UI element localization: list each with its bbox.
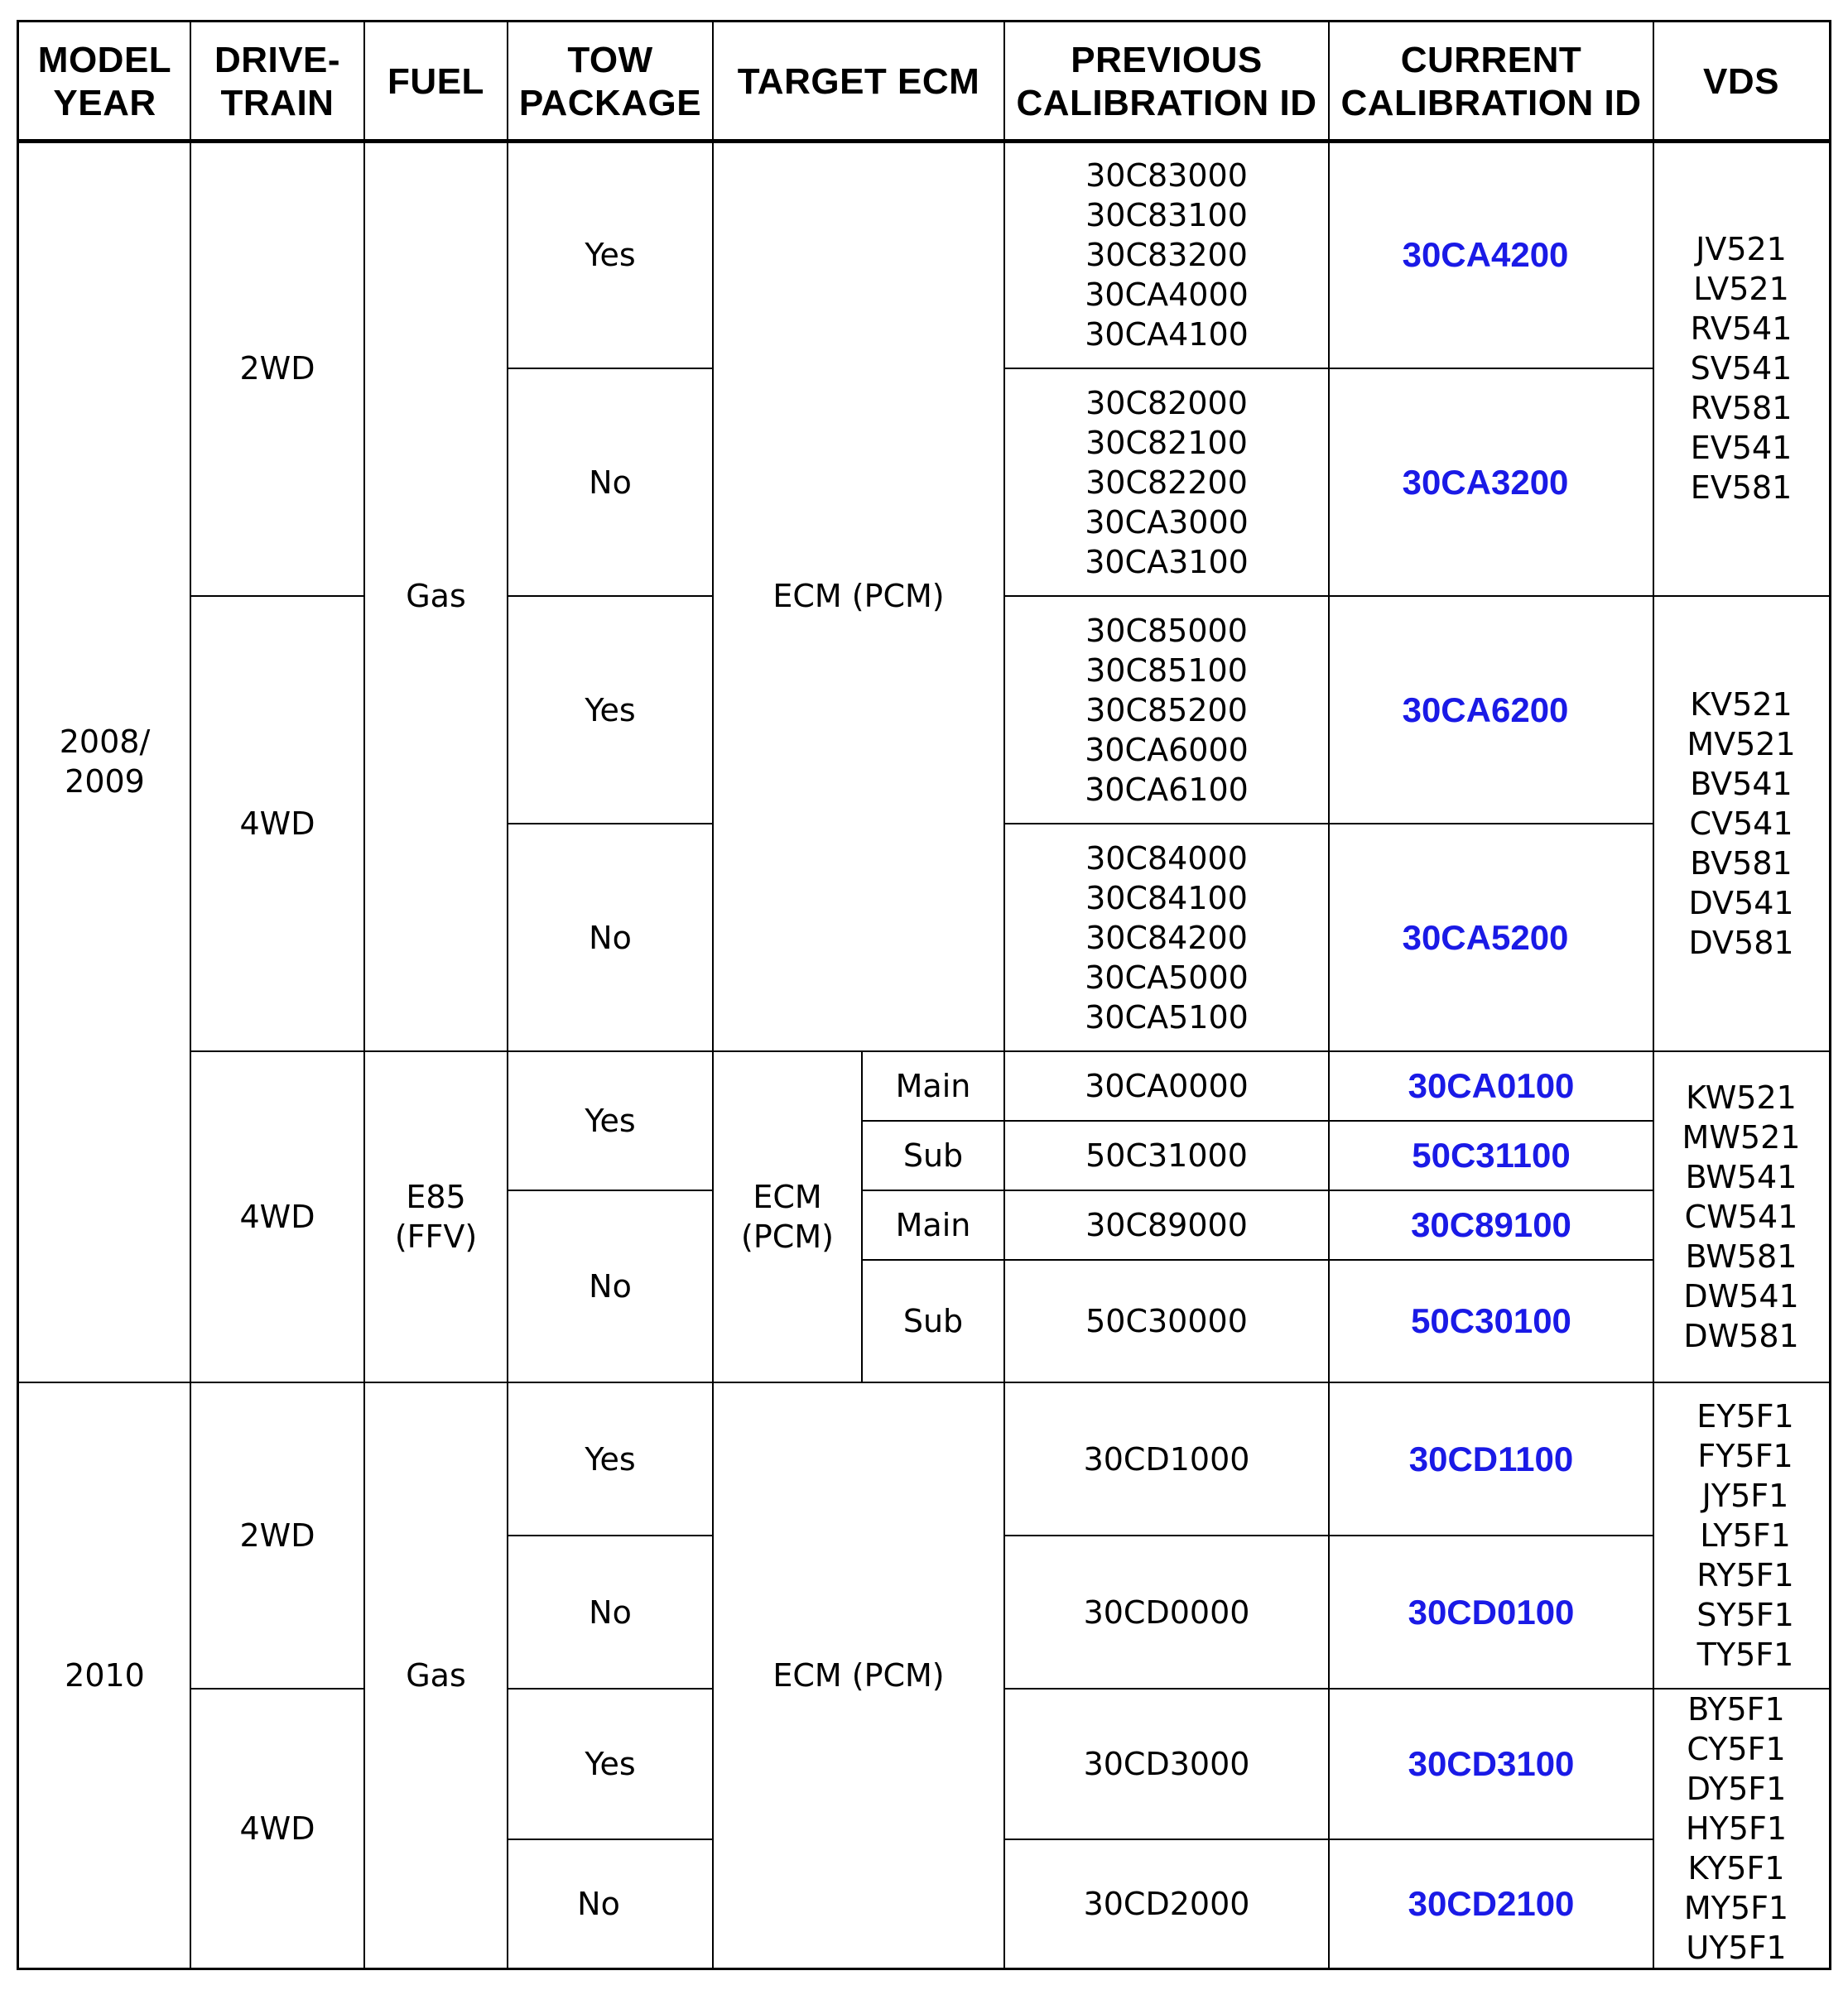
header-model-year: MODEL YEAR (37, 39, 172, 123)
row-divider (507, 1535, 714, 1536)
row-divider (507, 1688, 714, 1690)
row-divider (1003, 823, 1654, 824)
header-tow-package: TOW PACKAGE (518, 39, 702, 123)
vds-list-4wd-2008: KV521 MV521 BV541 CV541 BV581 DV541 DV581 (1687, 686, 1796, 961)
column-divider (861, 1051, 863, 1382)
row-divider (507, 1190, 714, 1191)
vds-list-2wd-2010: EY5F1 FY5F1 JY5F1 LY5F1 RY5F1 SY5F1 TY5F1 (1696, 1398, 1794, 1673)
column-divider (712, 22, 714, 1968)
header-vds: VDS (1703, 60, 1779, 102)
previous-calibration-cell: 30CD0000 (1083, 1593, 1250, 1631)
row-divider (1003, 595, 1829, 597)
current-calibration-cell: 30CA5200 (1402, 917, 1569, 957)
header-drivetrain: DRIVE- TRAIN (214, 39, 341, 123)
previous-calibration-cell: 30C84000 30C84100 30C84200 30CA5000 30CA5100 (1085, 839, 1249, 1036)
previous-calibration-cell: 30CD1000 (1083, 1440, 1250, 1478)
row-divider (1003, 1839, 1654, 1840)
previous-calibration-cell: 30C83000 30C83100 30C83200 30CA4000 30CA4100 (1085, 156, 1249, 353)
current-calibration-cell: 50C31100 (1412, 1136, 1571, 1175)
row-divider (190, 595, 364, 597)
current-calibration-cell: 30CA0100 (1408, 1066, 1575, 1105)
row-divider (507, 368, 714, 369)
row-divider (507, 595, 714, 597)
drivetrain-2wd-2010: 2WD (239, 1517, 315, 1554)
header-current-calibration-id: CURRENT CALIBRATION ID (1340, 39, 1642, 123)
sub-ecm-cell: Sub (902, 1303, 964, 1339)
target-ecm-2010: ECM (PCM) (772, 1656, 945, 1694)
tow-package-cell: Yes (585, 1440, 636, 1478)
column-divider (1003, 22, 1005, 1968)
model-year-2008-2009: 2008/ 2009 (59, 723, 151, 800)
drivetrain-4wd-e85: 4WD (239, 1199, 315, 1235)
previous-calibration-cell: 30CA0000 (1085, 1068, 1249, 1104)
target-ecm-e85: ECM (PCM) (741, 1179, 834, 1255)
drivetrain-4wd-2010: 4WD (239, 1810, 315, 1847)
row-divider (507, 823, 714, 824)
column-divider (507, 22, 508, 1968)
drivetrain-2wd-2008: 2WD (239, 350, 315, 387)
previous-calibration-cell: 30C82000 30C82100 30C82200 30CA3000 30CA3100 (1085, 384, 1249, 580)
sub-ecm-cell: Main (895, 1068, 971, 1104)
tow-package-cell: No (589, 1593, 632, 1631)
current-calibration-cell: 30CD3100 (1408, 1744, 1575, 1783)
row-divider (1003, 1688, 1829, 1690)
header-previous-calibration-id: PREVIOUS CALIBRATION ID (1016, 39, 1317, 123)
tow-package-cell: No (589, 1268, 632, 1305)
column-divider (1653, 22, 1654, 1968)
sub-ecm-cell: Main (895, 1207, 971, 1243)
vds-list-2wd-2008: JV521 LV521 RV541 SV541 RV581 EV541 EV581 (1690, 231, 1793, 506)
previous-calibration-cell: 30CD3000 (1083, 1746, 1250, 1782)
row-divider (1003, 368, 1654, 369)
tow-package-cell: No (589, 919, 632, 956)
model-year-2010: 2010 (65, 1656, 145, 1694)
previous-calibration-cell: 50C30000 (1085, 1303, 1248, 1339)
calibration-table (17, 20, 1831, 1970)
current-calibration-cell: 30CA6200 (1402, 690, 1569, 729)
row-divider (507, 1839, 714, 1840)
row-divider (1003, 1535, 1654, 1536)
target-ecm-gas-2008: ECM (PCM) (772, 578, 945, 614)
row-divider (861, 1190, 1654, 1191)
fuel-gas-2010: Gas (406, 1656, 466, 1694)
current-calibration-cell: 50C30100 (1411, 1301, 1571, 1340)
tow-package-cell: No (577, 1885, 620, 1922)
tow-package-cell: Yes (585, 1103, 636, 1139)
current-calibration-cell: 30C89100 (1411, 1205, 1571, 1244)
fuel-gas-2008: Gas (406, 578, 466, 614)
column-divider (190, 22, 191, 1968)
current-calibration-cell: 30CD0100 (1408, 1592, 1575, 1632)
previous-calibration-cell: 30CD2000 (1083, 1885, 1250, 1922)
header-fuel: FUEL (387, 60, 484, 102)
previous-calibration-cell: 50C31000 (1085, 1137, 1248, 1174)
previous-calibration-cell: 30C89000 (1085, 1207, 1248, 1243)
current-calibration-cell: 30CA4200 (1402, 234, 1569, 274)
row-divider (190, 1050, 1829, 1052)
tow-package-cell: Yes (585, 691, 636, 728)
tow-package-cell: Yes (585, 1746, 636, 1782)
row-divider (19, 1382, 1829, 1383)
tow-package-cell: No (589, 464, 632, 501)
vds-list-4wd-2010: BY5F1 CY5F1 DY5F1 HY5F1 KY5F1 MY5F1 UY5F1 (1683, 1690, 1789, 1966)
tow-package-cell: Yes (585, 236, 636, 273)
previous-calibration-cell: 30C85000 30C85100 30C85200 30CA6000 30CA6100 (1085, 612, 1249, 808)
column-divider (363, 22, 365, 1968)
row-divider (190, 1688, 364, 1690)
header-target-ecm: TARGET ECM (737, 60, 980, 102)
drivetrain-4wd-2008: 4WD (239, 805, 315, 842)
vds-list-e85: KW521 MW521 BW541 CW541 BW581 DW541 DW581 (1682, 1079, 1801, 1354)
sub-ecm-cell: Sub (902, 1137, 964, 1174)
header-divider (19, 139, 1829, 143)
current-calibration-cell: 30CA3200 (1402, 462, 1569, 502)
fuel-e85: E85 (FFV) (394, 1179, 478, 1255)
current-calibration-cell: 30CD2100 (1408, 1883, 1575, 1923)
current-calibration-cell: 30CD1100 (1408, 1439, 1574, 1478)
row-divider (861, 1120, 1654, 1122)
row-divider (861, 1259, 1654, 1261)
column-divider (1328, 22, 1330, 1968)
